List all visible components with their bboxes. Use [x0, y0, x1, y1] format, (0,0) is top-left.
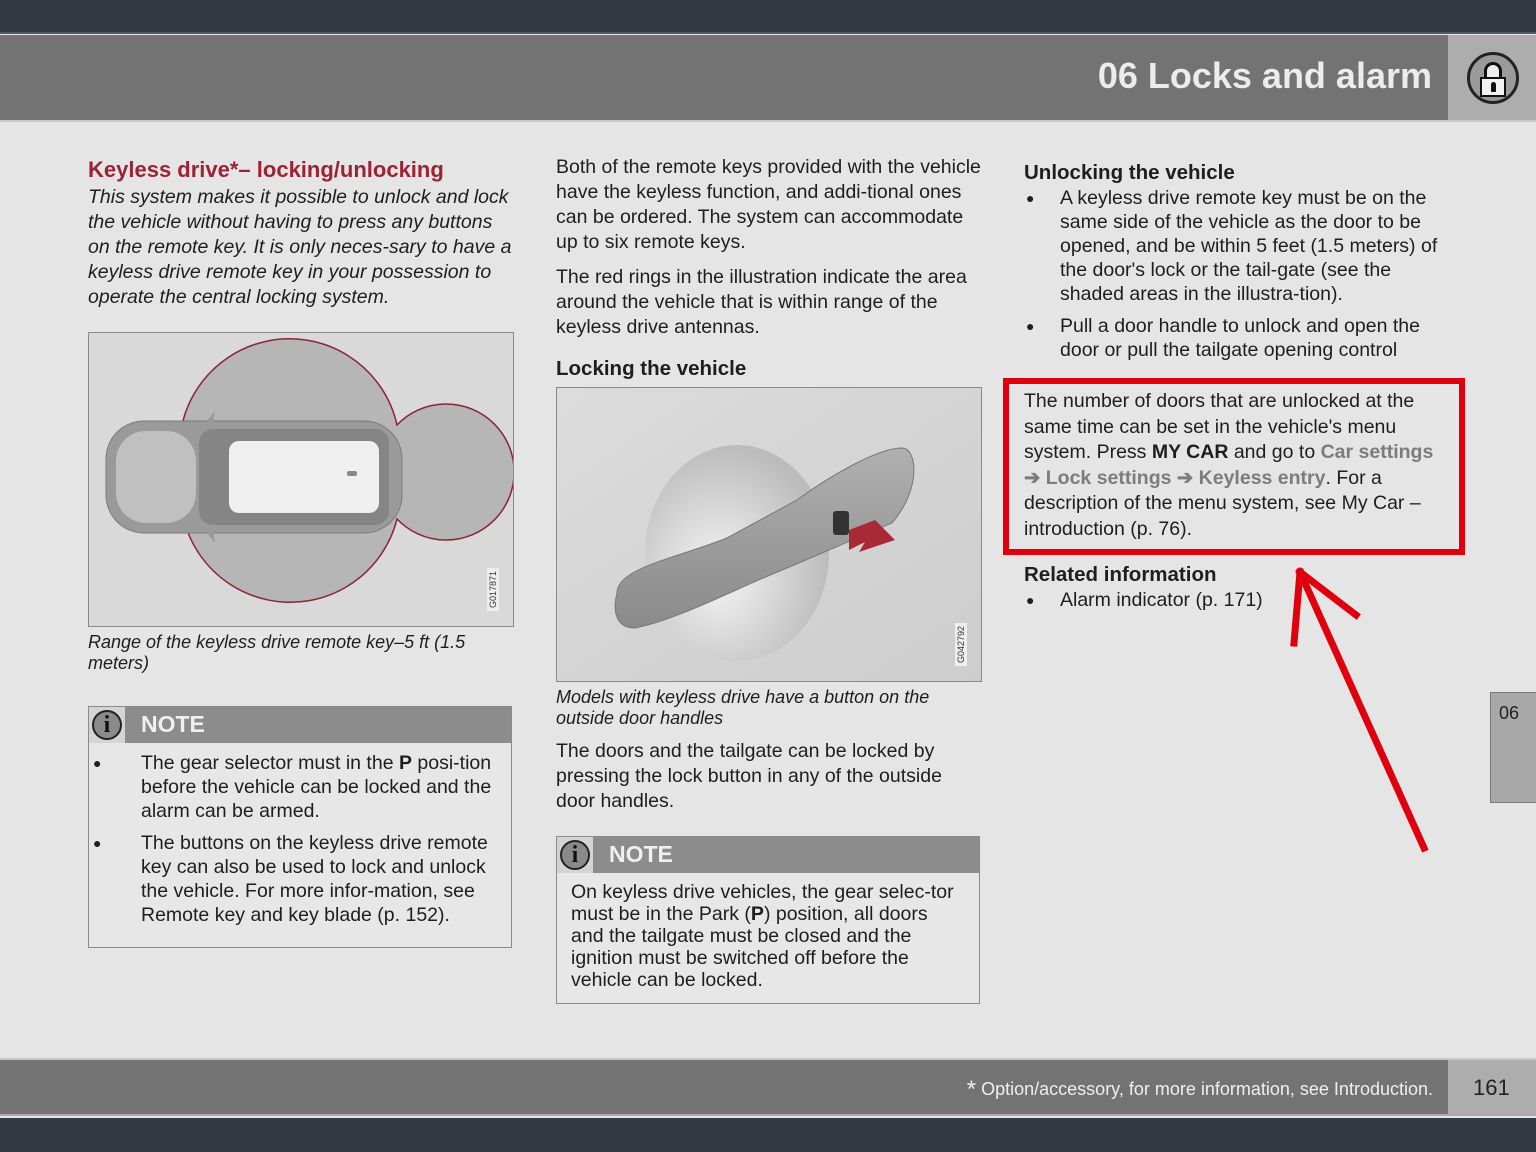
figure-code: G042792	[955, 623, 967, 666]
unlocking-list	[1024, 186, 1454, 362]
car-range-diagram	[89, 333, 514, 627]
chapter-icon-box	[1448, 35, 1536, 122]
page-number: 161	[1473, 1075, 1510, 1100]
viewer-bottom-bar	[0, 1118, 1536, 1152]
info-icon: i	[92, 710, 122, 740]
note-box	[556, 836, 980, 1004]
paragraph: The red rings in the illustration indicate the area around the vehicle that is within range of the keyless drive antennas.	[556, 266, 967, 338]
chapter-title: 06 Locks and alarm	[1097, 55, 1432, 96]
list-item: ● A keyless drive remote key must be on the same side of the vehicle as the door to be opened, and be within 5 feet (1.5 meters) of the door's lock or the tail-gate (see the shaded areas in the illustra-tion).	[1024, 186, 1454, 306]
page-number-box	[1448, 1058, 1536, 1116]
column-3	[1024, 160, 1454, 380]
chapter-header	[0, 35, 1448, 122]
info-icon: i	[560, 840, 590, 870]
intro-paragraph: This system makes it possible to unlock and lock the vehicle without having to press any buttons on the remote key. It is only neces-sary to have a keyless drive remote key in your possession to operate the central locking system.	[88, 186, 512, 308]
highlighted-text: The number of doors that are unlocked at the same time can be set in the vehicle's menu system. Press MY CAR and go to Car settings ➔ Lock settings ➔ Keyless entry. For a description of the menu system, see My Car – introduction (p. 76).	[1024, 390, 1434, 540]
related-heading: Related information	[1024, 563, 1217, 586]
footer-note: * Option/accessory, for more information, see Introduction.	[966, 1076, 1433, 1103]
note-box	[88, 706, 512, 948]
figure-caption: Models with keyless drive have a button on the outside door handles	[556, 687, 930, 728]
list-item: ● Pull a door handle to unlock and open the door or pull the tailgate opening control	[1024, 314, 1454, 362]
related-list	[1024, 588, 1454, 612]
figure-code: G017871	[487, 568, 499, 611]
unlocking-heading: Unlocking the vehicle	[1024, 161, 1235, 184]
note-title: NOTE	[141, 711, 205, 737]
padlock-icon	[1467, 52, 1519, 104]
locking-heading: Locking the vehicle	[556, 357, 747, 380]
note-text: On keyless drive vehicles, the gear selec-tor must be in the Park (P) position, all doors and the tailgate must be closed and the ignition must be switched off before the vehicle can be locked.	[571, 881, 954, 991]
viewer-top-bar	[0, 0, 1536, 34]
related-section	[1024, 562, 1454, 620]
menu-path-lock-settings: Lock settings	[1045, 466, 1172, 489]
note-header	[557, 837, 979, 873]
column-1	[88, 155, 514, 948]
note-list	[91, 751, 497, 927]
list-item: ● The gear selector must in the P posi-tion before the vehicle can be locked and the alarm can be armed.	[91, 751, 497, 823]
paragraph: Both of the remote keys provided with the vehicle have the keyless function, and addi-tional ones can be ordered. The system can accommodate up to six remote keys.	[556, 156, 981, 253]
note-title: NOTE	[609, 841, 673, 867]
column-2	[556, 155, 982, 1004]
page-footer	[0, 1058, 1448, 1116]
section-title: Keyless drive*– locking/unlocking	[88, 157, 444, 182]
chapter-side-tab[interactable]: 06	[1490, 692, 1536, 803]
menu-path-car-settings: Car settings	[1320, 441, 1434, 463]
door-handle-diagram	[557, 388, 982, 682]
range-illustration	[88, 332, 514, 627]
figure-caption: Range of the keyless drive remote key–5 ft (1.5 meters)	[88, 632, 466, 673]
paragraph: The doors and the tailgate can be locked by pressing the lock button in any of the outside door handles.	[556, 740, 942, 812]
arrow-right-icon: ➔	[1024, 466, 1041, 489]
list-item: ● The buttons on the keyless drive remote key can also be used to lock and unlock the vehicle. For more infor-mation, see Remote key and key blade (p. 152).	[91, 831, 497, 927]
related-link[interactable]: ● Alarm indicator (p. 171)	[1024, 588, 1454, 612]
door-handle-illustration	[556, 387, 982, 682]
menu-path-keyless-entry: Keyless entry	[1198, 466, 1326, 489]
note-header	[89, 707, 511, 743]
my-car-button-label: MY CAR	[1151, 441, 1229, 463]
arrow-right-icon: ➔	[1176, 466, 1194, 489]
